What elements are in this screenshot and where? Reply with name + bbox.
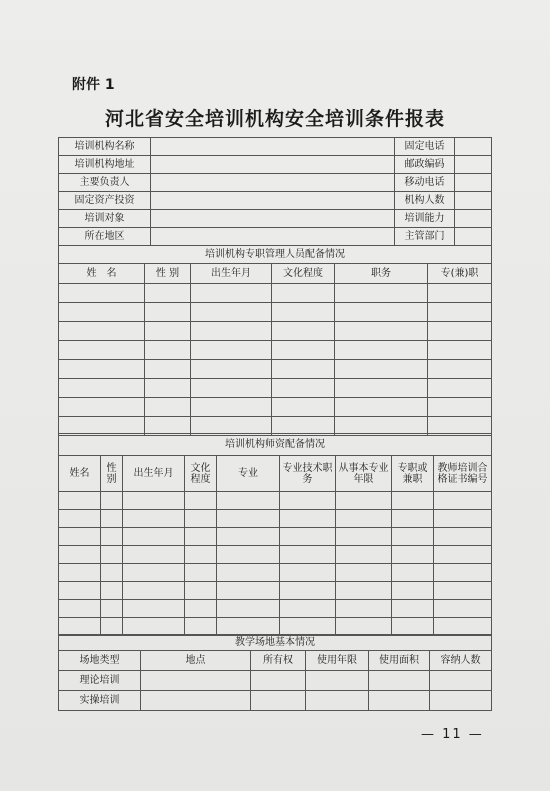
staff-header-gender: 性 别 xyxy=(145,264,191,284)
value-trainees xyxy=(151,210,395,228)
label-org-name: 培训机构名称 xyxy=(59,138,151,156)
value-capacity xyxy=(455,210,492,228)
label-postcode: 邮政编码 xyxy=(395,156,455,174)
teacher-header-fulltime: 专职或兼职 xyxy=(392,456,434,492)
teacher-row xyxy=(59,618,492,636)
staff-header-education: 文化程度 xyxy=(272,264,335,284)
staff-row xyxy=(59,379,492,398)
teacher-header-certificate: 教师培训合格证书编号 xyxy=(434,456,492,492)
teacher-header-title: 专业技术职务 xyxy=(280,456,336,492)
staff-header-name: 姓 名 xyxy=(59,264,145,284)
teacher-header-gender: 性别 xyxy=(101,456,123,492)
label-region: 所在地区 xyxy=(59,228,151,246)
staff-header-position: 职务 xyxy=(335,264,428,284)
value-principal xyxy=(151,174,395,192)
value-postcode xyxy=(455,156,492,174)
teacher-header-years: 从事本专业年限 xyxy=(336,456,392,492)
value-phone xyxy=(455,138,492,156)
staff-row xyxy=(59,360,492,379)
staff-row xyxy=(59,284,492,303)
value-authority xyxy=(455,228,492,246)
label-mobile: 移动电话 xyxy=(395,174,455,192)
teacher-row xyxy=(59,510,492,528)
teacher-row xyxy=(59,528,492,546)
venue-row-practical: 实操培训 xyxy=(59,691,141,711)
label-headcount: 机构人数 xyxy=(395,192,455,210)
venue-row-theory: 理论培训 xyxy=(59,671,141,691)
staff-header-fulltime: 专(兼)职 xyxy=(428,264,492,284)
page-number: — 11 — xyxy=(421,727,484,742)
label-org-address: 培训机构地址 xyxy=(59,156,151,174)
staff-row xyxy=(59,398,492,417)
value-region xyxy=(151,228,395,246)
venue-header-ownership: 所有权 xyxy=(251,651,306,671)
teacher-header-name: 姓名 xyxy=(59,456,101,492)
label-fixed-assets: 固定资产投资 xyxy=(59,192,151,210)
value-fixed-assets xyxy=(151,192,395,210)
attachment-label: 附件 1 xyxy=(72,77,115,93)
staff-header-birth: 出生年月 xyxy=(191,264,272,284)
label-capacity: 培训能力 xyxy=(395,210,455,228)
venue-header-area: 使用面积 xyxy=(369,651,430,671)
venue-row xyxy=(59,691,492,711)
venue-row xyxy=(59,671,492,691)
venue-table xyxy=(58,634,492,711)
venue-header-years: 使用年限 xyxy=(306,651,369,671)
teacher-row xyxy=(59,546,492,564)
value-headcount xyxy=(455,192,492,210)
venue-header-type: 场地类型 xyxy=(59,651,141,671)
label-trainees: 培训对象 xyxy=(59,210,151,228)
staff-section-title: 培训机构专职管理人员配备情况 xyxy=(59,246,492,264)
teacher-header-education: 文化程度 xyxy=(185,456,217,492)
value-org-address xyxy=(151,156,395,174)
teacher-row xyxy=(59,582,492,600)
label-phone: 固定电话 xyxy=(395,138,455,156)
teacher-row xyxy=(59,492,492,510)
value-mobile xyxy=(455,174,492,192)
teacher-header-birth: 出生年月 xyxy=(123,456,185,492)
venue-section-title: 教学场地基本情况 xyxy=(59,635,492,651)
venue-header-location: 地点 xyxy=(141,651,251,671)
staff-table xyxy=(58,245,492,436)
staff-row xyxy=(59,303,492,322)
venue-header-capacity: 容纳人数 xyxy=(430,651,492,671)
label-authority: 主管部门 xyxy=(395,228,455,246)
teacher-table xyxy=(58,433,492,636)
staff-row xyxy=(59,341,492,360)
value-org-name xyxy=(151,138,395,156)
teacher-header-major: 专业 xyxy=(217,456,280,492)
basic-info-table xyxy=(58,137,492,246)
teacher-section-title: 培训机构师资配备情况 xyxy=(59,434,492,456)
teacher-row xyxy=(59,600,492,618)
teacher-row xyxy=(59,564,492,582)
form-title: 河北省安全培训机构安全培训条件报表 xyxy=(104,108,445,130)
label-principal: 主要负责人 xyxy=(59,174,151,192)
staff-row xyxy=(59,322,492,341)
